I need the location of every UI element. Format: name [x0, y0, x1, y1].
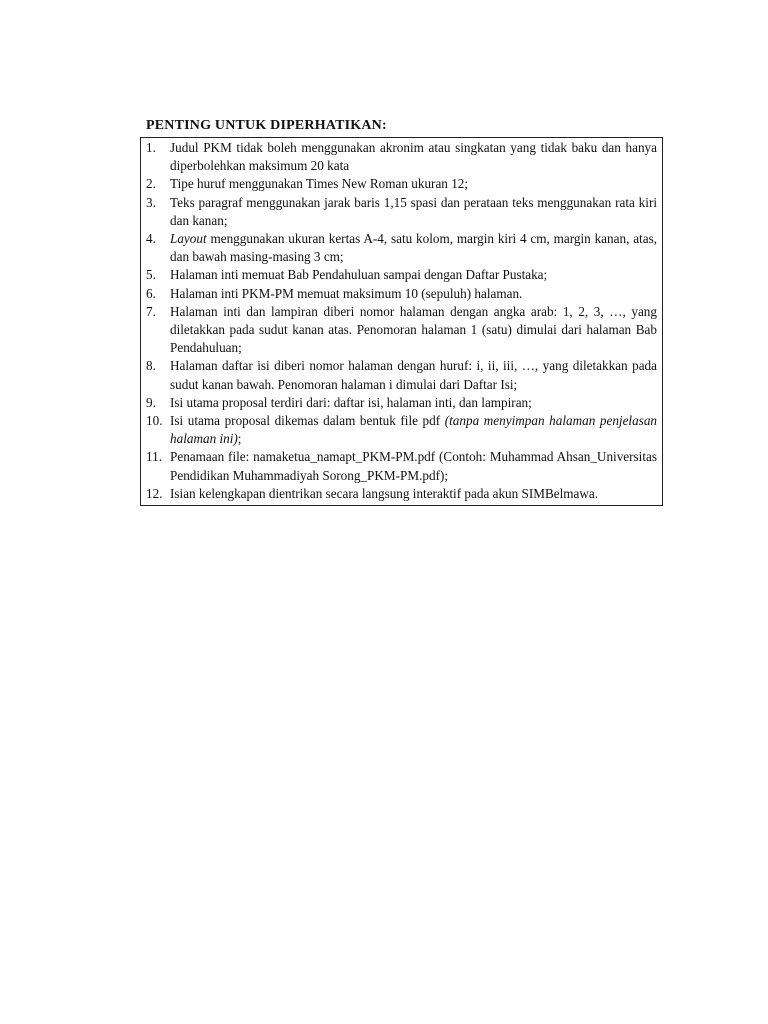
item-number: 9.: [146, 394, 156, 410]
item-text: [170, 175, 657, 193]
item-text-segment: Halaman inti memuat Bab Pendahuluan sampai dengan Daftar Pustaka;: [170, 267, 548, 283]
item-text-italic: (tanpa menyimpan halaman penjelasan halaman ini): [170, 413, 658, 447]
item-number: 11.: [146, 449, 162, 465]
item-text-segment: Halaman inti dan lampiran diberi nomor halaman dengan angka arab: 1, 2, 3, …, yang diletakkan pada sudut kanan atas. Penomoran halaman 1 (satu) dimulai dari halaman Bab Pendahuluan;: [170, 303, 657, 356]
item-number: 7.: [146, 303, 156, 319]
item-text: [170, 139, 657, 175]
list-item: [146, 139, 657, 175]
item-number: 5.: [146, 267, 156, 283]
item-text-segment: Teks paragraf menggunakan jarak baris 1,15 spasi dan perataan teks menggunakan rata kiri dan kanan;: [170, 194, 657, 228]
item-text: [170, 412, 657, 448]
list-item: [146, 394, 657, 412]
item-text-segment: Tipe huruf menggunakan Times New Roman ukuran 12;: [170, 176, 469, 192]
item-number: 6.: [146, 285, 156, 301]
item-text-segment: menggunakan ukuran kertas A-4, satu kolom, margin kiri 4 cm, margin kanan, atas, dan bawah masing-masing 3 cm;: [170, 231, 657, 265]
item-number: 4.: [146, 231, 156, 247]
list-item: [146, 194, 657, 230]
item-text-segment: Judul PKM tidak boleh menggunakan akronim atau singkatan yang tidak baku dan hanya diperbolehkan maksimum 20 kata: [170, 140, 657, 174]
list-item: [146, 285, 657, 303]
item-text: [170, 194, 657, 230]
list-item: [146, 448, 657, 484]
item-text: [170, 230, 657, 266]
item-text-segment: ;: [237, 431, 242, 447]
item-text: [170, 448, 657, 484]
item-number: 3.: [146, 194, 156, 210]
item-text-segment: Penamaan file: namaketua_namapt_PKM-PM.pdf (Contoh: Muhammad Ahsan_Universitas Pendidikan Muhammadiyah Sorong_PKM-PM.pdf);: [170, 449, 657, 483]
item-text: [170, 266, 657, 284]
list-item: [146, 266, 657, 284]
item-text-segment: Halaman inti PKM-PM memuat maksimum 10 (sepuluh) halaman.: [170, 285, 523, 301]
item-text-segment: Isian kelengkapan dientrikan secara langsung interaktif pada akun SIMBelmawa.: [170, 485, 599, 501]
item-text-italic: Layout: [170, 231, 207, 247]
item-text: [170, 394, 657, 412]
item-number: 8.: [146, 358, 156, 374]
item-text: [170, 485, 657, 503]
list-item: [146, 175, 657, 193]
item-number: 2.: [146, 176, 156, 192]
item-text-segment: Isi utama proposal terdiri dari: daftar isi, halaman inti, dan lampiran;: [170, 394, 532, 410]
item-text-segment: Isi utama proposal dikemas dalam bentuk file pdf: [170, 413, 445, 429]
item-text: [170, 357, 657, 393]
item-text-segment: Halaman daftar isi diberi nomor halaman dengan huruf: i, ii, iii, …, yang diletakkan pada sudut kanan bawah. Penomoran halaman i dimulai dari Daftar Isi;: [170, 358, 657, 392]
list-item: [146, 357, 657, 393]
list-item: [146, 303, 657, 358]
list-item: [146, 485, 657, 503]
page-heading: PENTING UNTUK DIPERHATIKAN:: [146, 118, 387, 133]
item-number: 10.: [146, 413, 163, 429]
notice-box: [140, 137, 663, 506]
notice-list: [146, 139, 657, 503]
item-text: [170, 303, 657, 358]
item-number: 1.: [146, 140, 156, 155]
item-text: [170, 285, 657, 303]
list-item: [146, 230, 657, 266]
list-item: [146, 412, 657, 448]
item-number: 12.: [146, 485, 163, 501]
